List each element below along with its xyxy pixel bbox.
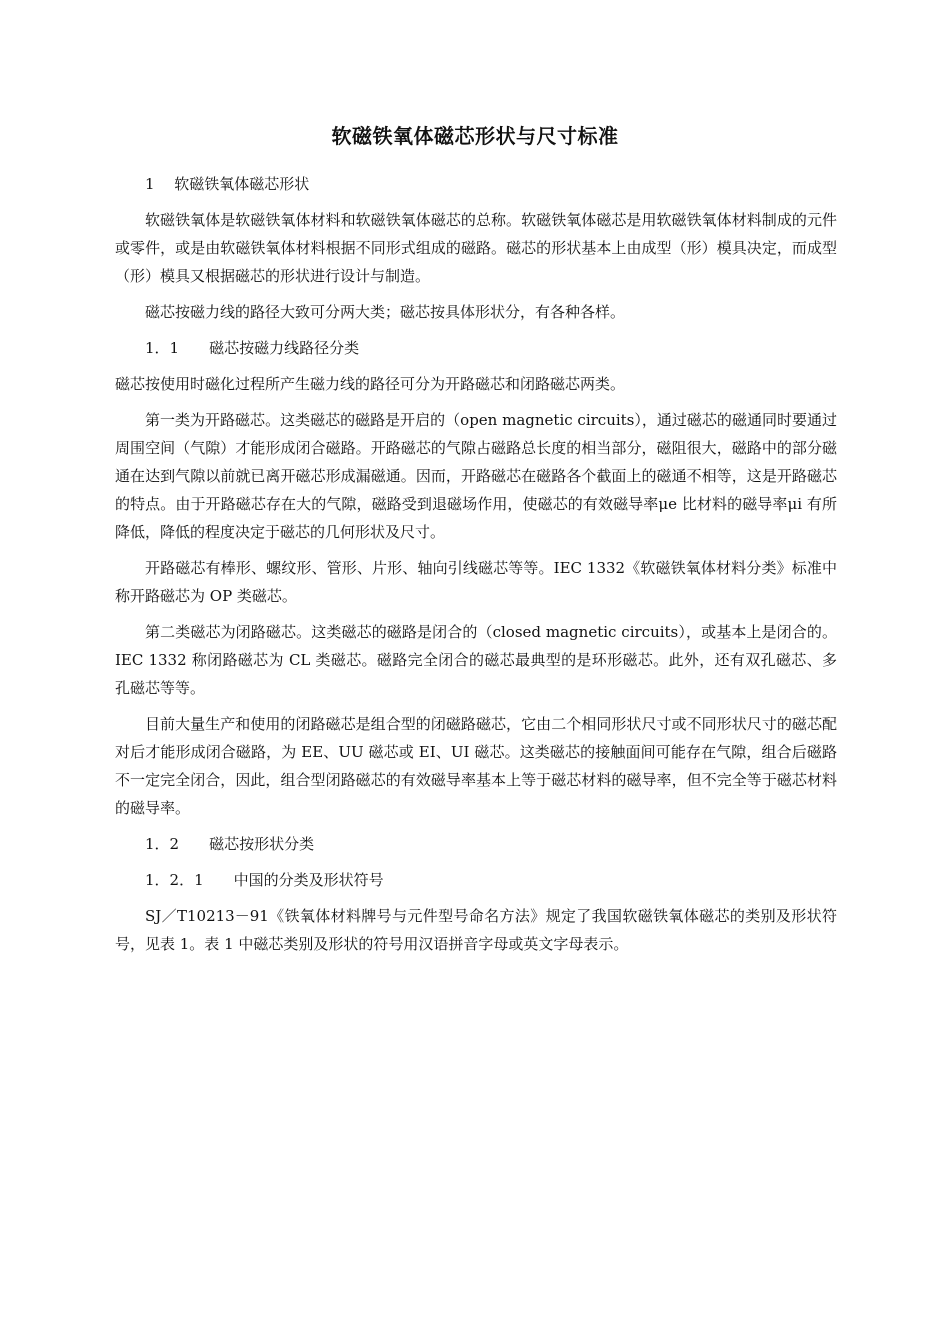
- body-paragraph: SJ／T10213－91《铁氧体材料牌号与元件型号命名方法》规定了我国软磁铁氧体磁芯的类别及形状符号，见表 1。表 1 中磁芯类别及形状的符号用汉语拼音字母或英文字母表示。: [115, 907, 837, 953]
- body-paragraph: 磁芯按使用时磁化过程所产生磁力线的路径可分为开路磁芯和闭路磁芯两类。: [115, 375, 626, 393]
- section-heading: 1．2 磁芯按形状分类: [145, 835, 315, 853]
- body-paragraph: 软磁铁氧体是软磁铁氧体材料和软磁铁氧体磁芯的总称。软磁铁氧体磁芯是用软磁铁氧体材料制成的元件或零件，或是由软磁铁氧体材料根据不同形式组成的磁路。磁芯的形状基本上由成型（形）模具决定，而成型（形）模具又根据磁芯的形状进行设计与制造。: [115, 211, 837, 285]
- body-paragraph: 第二类磁芯为闭路磁芯。这类磁芯的磁路是闭合的（closed magnetic circuits），或基本上是闭合的。IEC 1332 称闭路磁芯为 CL 类磁芯。磁路完全闭合的磁芯最典型的是环形磁芯。此外，还有双孔磁芯、多孔磁芯等等。: [115, 623, 837, 697]
- document-body: [115, 170, 837, 966]
- body-paragraph: 开路磁芯有棒形、螺纹形、管形、片形、轴向引线磁芯等等。IEC 1332《软磁铁氧体材料分类》标准中称开路磁芯为 OP 类磁芯。: [115, 559, 837, 605]
- body-paragraph: 目前大量生产和使用的闭路磁芯是组合型的闭磁路磁芯，它由二个相同形状尺寸或不同形状尺寸的磁芯配对后才能形成闭合磁路，为 EE、UU 磁芯或 EI、UI 磁芯。这类磁芯的接触面间可能存在气隙，组合后磁路不一定完全闭合，因此，组合型闭路磁芯的有效磁导率基本上等于磁芯材料的磁导率，但不完全等于磁芯材料的磁导率。: [115, 715, 837, 817]
- body-paragraph: 磁芯按磁力线的路径大致可分两大类；磁芯按具体形状分，有各种各样。: [145, 303, 626, 321]
- section-heading: 1．1 磁芯按磁力线路径分类: [145, 339, 360, 357]
- document-title: 软磁铁氧体磁芯形状与尺寸标准: [331, 124, 619, 148]
- section-heading: 1 软磁铁氧体磁芯形状: [145, 175, 310, 193]
- section-heading: 1．2．1 中国的分类及形状符号: [145, 871, 384, 889]
- body-paragraph: 第一类为开路磁芯。这类磁芯的磁路是开启的（open magnetic circuits），通过磁芯的磁通同时要通过周围空间（气隙）才能形成闭合磁路。开路磁芯的气隙占磁路总长度的相当部分，磁阻很大，磁路中的部分磁通在达到气隙以前就已离开磁芯形成漏磁通。因而，开路磁芯在磁路各个截面上的磁通不相等，这是开路磁芯的特点。由于开路磁芯存在大的气隙，磁路受到退磁场作用，使磁芯的有效磁导率μe 比材料的磁导率μi 有所降低，降低的程度决定于磁芯的几何形状及尺寸。: [115, 411, 837, 541]
